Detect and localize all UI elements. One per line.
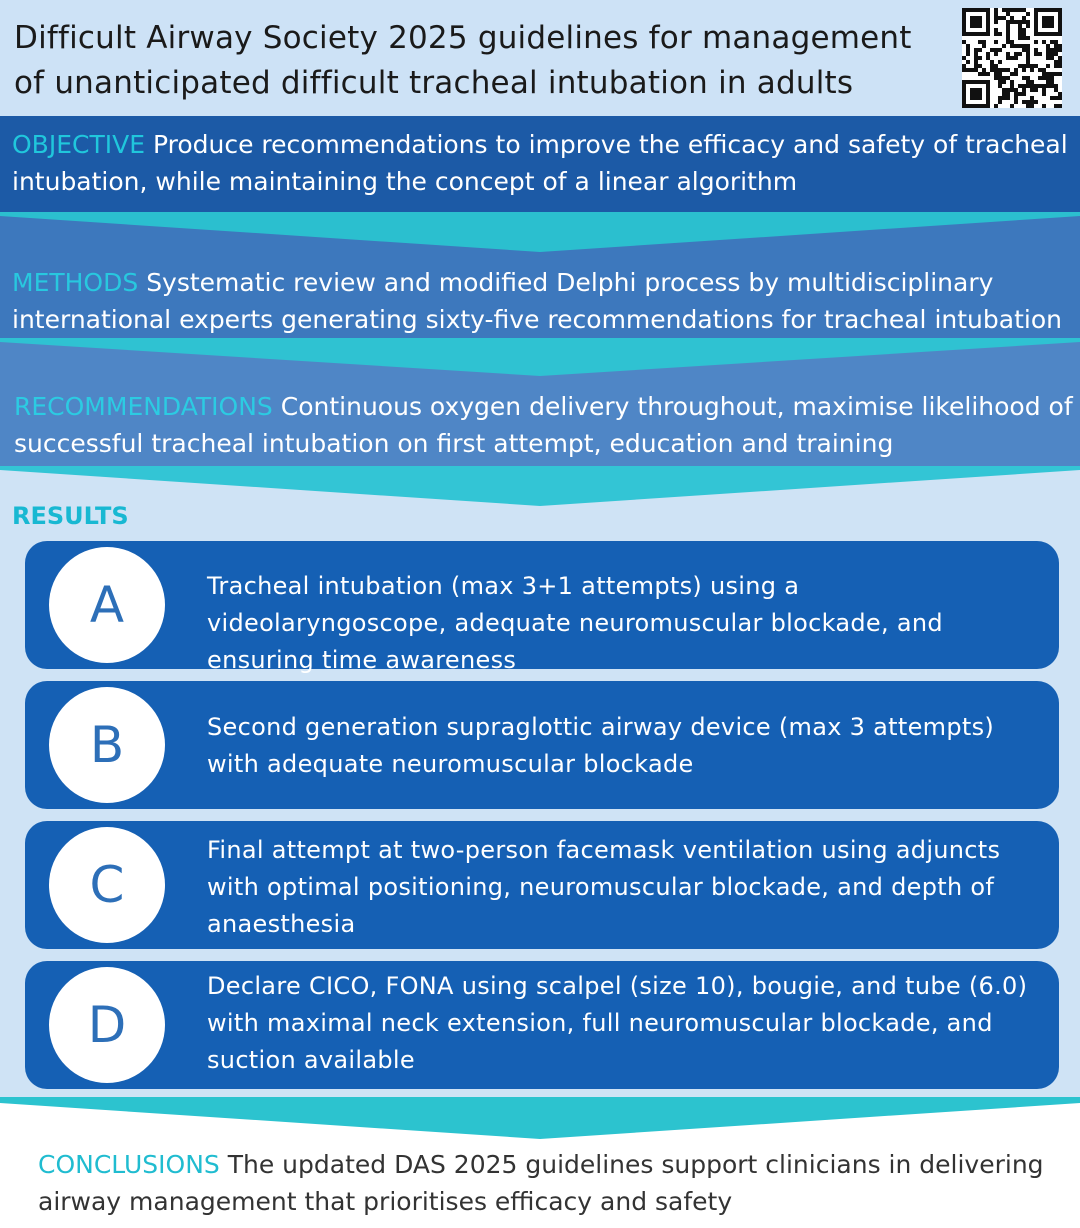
conclusions-label: CONCLUSIONS <box>38 1150 220 1179</box>
arrow-down-icon <box>0 338 1080 376</box>
letter-circle: C <box>49 827 165 943</box>
methods-text: Systematic review and modified Delphi process by multidisciplinary international experts generating sixty-five recommendations for tracheal intubation <box>12 268 1062 334</box>
recommendations-label: RECOMMENDATIONS <box>14 392 273 421</box>
result-text: Tracheal intubation (max 3+1 attempts) using a videolaryngoscope, adequate neuromuscular blockade, and ensuring time awareness <box>207 572 943 674</box>
result-card-b <box>25 681 1059 809</box>
arrow-down-icon <box>0 466 1080 506</box>
letter-circle: D <box>49 967 165 1083</box>
qr-code-icon[interactable] <box>962 8 1062 108</box>
page-title: Difficult Airway Society 2025 guidelines for management of unanticipated difficult tracheal intubation in adults <box>14 20 912 101</box>
header <box>0 0 1080 116</box>
results-label: RESULTS <box>12 502 129 530</box>
objective-section <box>0 116 1080 212</box>
arrow-down-icon <box>0 212 1080 252</box>
letter-circle: B <box>49 687 165 803</box>
letter-circle: A <box>49 547 165 663</box>
arrow-down-icon <box>0 1097 1080 1139</box>
recommendations-text: Continuous oxygen delivery throughout, maximise likelihood of successful tracheal intubation on first attempt, education and training <box>14 392 1073 458</box>
result-text: Second generation supraglottic airway device (max 3 attempts) with adequate neuromuscular blockade <box>207 713 995 778</box>
result-card-a <box>25 541 1059 674</box>
conclusions-text-block <box>38 1146 1058 1220</box>
result-text: Final attempt at two-person facemask ventilation using adjuncts with optimal positioning, neuromuscular blockade, and depth of anaesthesia <box>207 836 1001 938</box>
conclusions-text: The updated DAS 2025 guidelines support clinicians in delivering airway management that prioritises efficacy and safety <box>38 1150 1044 1216</box>
objective-text: Produce recommendations to improve the efficacy and safety of tracheal intubation, while maintaining the concept of a linear algorithm <box>12 130 1068 196</box>
objective-label: OBJECTIVE <box>12 130 145 159</box>
result-card-c <box>25 821 1059 949</box>
methods-label: METHODS <box>12 268 139 297</box>
result-card-d <box>25 961 1059 1089</box>
result-text: Declare CICO, FONA using scalpel (size 10), bougie, and tube (6.0) with maximal neck extension, full neuromuscular blockade, and suction available <box>207 972 1028 1074</box>
